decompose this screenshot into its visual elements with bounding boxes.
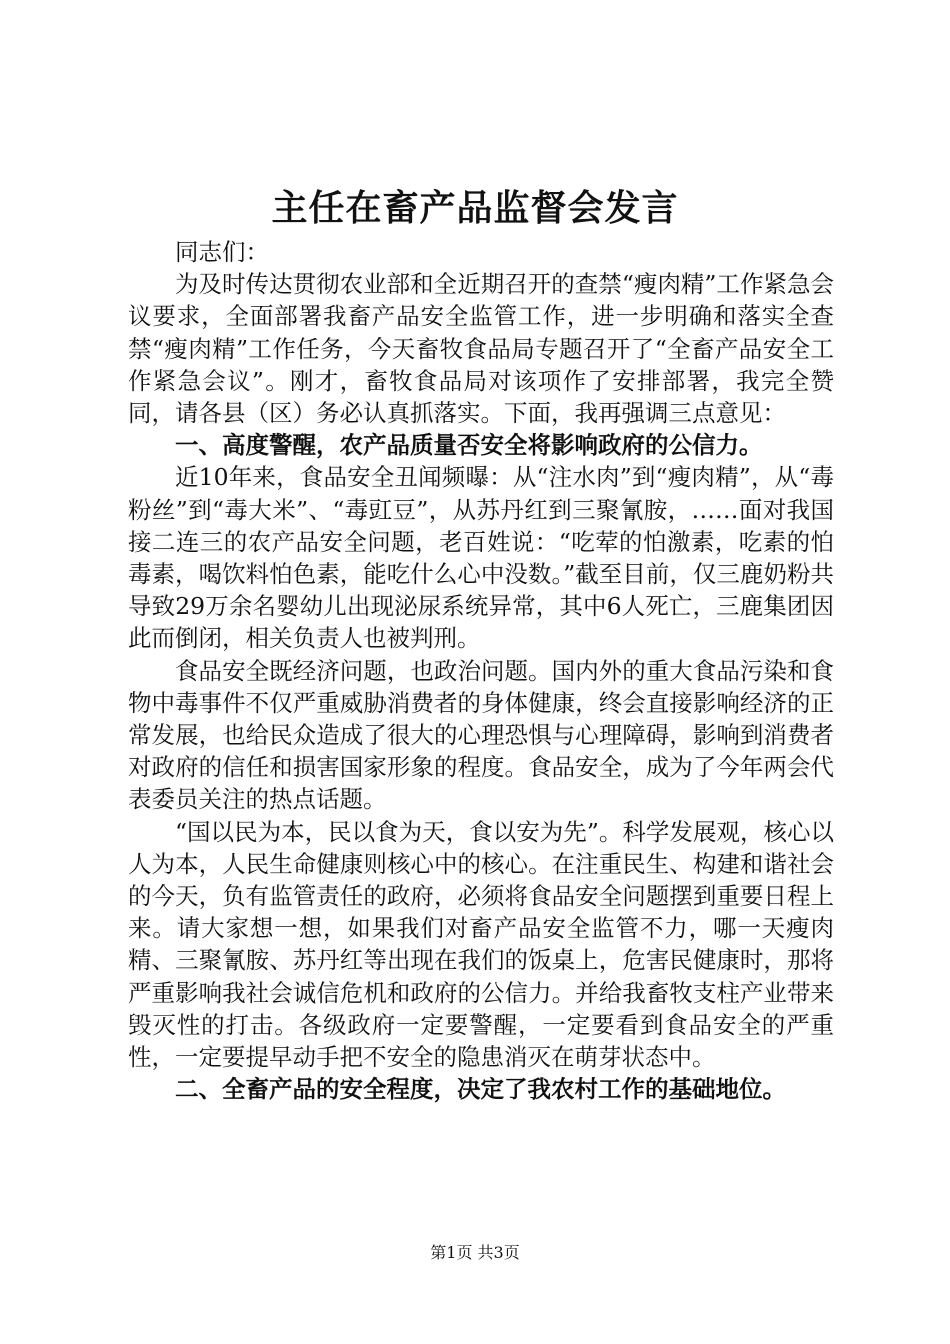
document-body [128,236,834,1105]
paragraph-economic-political: 食品安全既经济问题，也政治问题。国内外的重大食品污染和食物中毒事件不仅严重威胁消费者的身体健康，终会直接影响经济的正常发展，也给民众造成了很大的心理恐惧与心理障碍，影响到消费者对政府的信任和损害国家形象的程度。食品安全，成为了今年两会代表委员关注的热点话题。 [128,656,834,814]
salutation: 同志们： [175,238,269,266]
section-heading-1: 一、高度警醒，农产品质量否安全将影响政府的公信力。 [175,431,763,460]
page-number-footer: 第1页 共3页 [430,1243,520,1262]
paragraph-intro: 为及时传达贯彻农业部和全近期召开的查禁“瘦肉精”工作紧急会议要求，全面部署我畜产品安全监管工作，进一步明确和落实全查禁“瘦肉精”工作任务，今天畜牧食品局专题召开了“全畜产品安全工作紧急会议”。刚才，畜牧食品局对该项作了安排部署，我完全赞同，请各县（区）务必认真抓落实。下面，我再强调三点意见： [128,270,834,428]
document-title: 主任在畜产品监督会发言 [271,188,679,229]
paragraph-people-first: “国以民为本，民以食为天，食以安为先”。科学发展观，核心以人为本，人民生命健康则核心中的核心。在注重民生、构建和谐社会的今天，负有监管责任的政府，必须将食品安全问题摆到重要日程上来。请大家想一想，如果我们对畜产品安全监管不力，哪一天瘦肉精、三聚氰胺、苏丹红等出现在我们的饭桌上，危害民健康时，那将严重影响我社会诚信危机和政府的公信力。并给我畜牧支柱产业带来毁灭性的打击。各级政府一定要警醒，一定要看到食品安全的严重性，一定要提早动手把不安全的隐患消灭在萌芽状态中。 [128,817,834,1072]
paragraph-food-scandals: 近10年来，食品安全丑闻频曝：从“注水肉”到“瘦肉精”，从“毒粉丝”到“毒大米”、“毒豇豆”，从苏丹红到三聚氰胺，……面对我国接二连三的农产品安全问题，老百姓说：“吃荤的怕激素，吃素的怕毒素，喝饮料怕色素，能吃什么心中没数。”截至目前，仅三鹿奶粉共导致29万余名婴幼儿出现泌尿系统异常，其中6人死亡，三鹿集团因此而倒闭，相关负责人也被判刑。 [128,463,834,653]
section-heading-2: 二、全畜产品的安全程度，决定了我农村工作的基础地位。 [175,1075,786,1104]
